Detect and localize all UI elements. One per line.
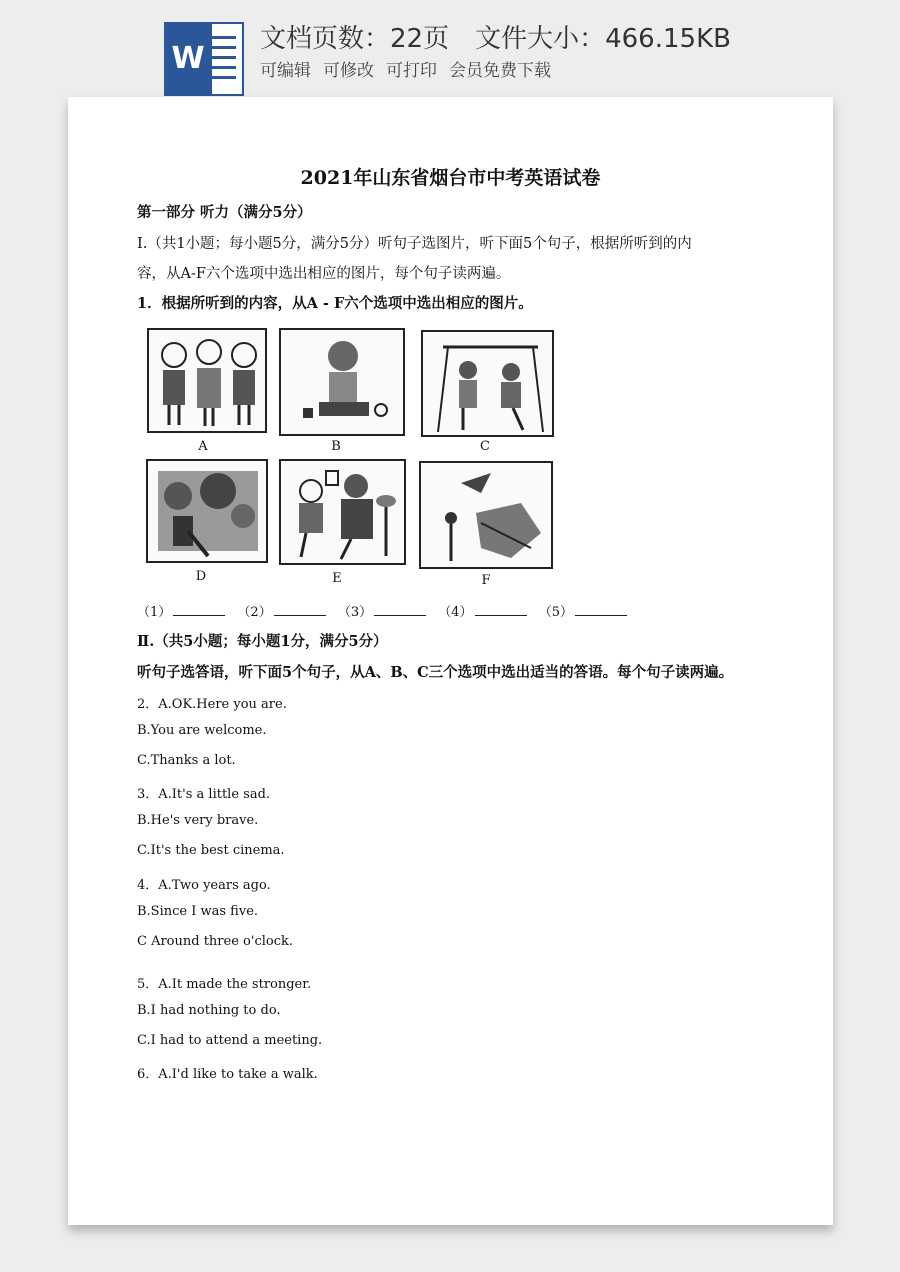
blank-line — [475, 603, 527, 616]
picture-e-label: E — [332, 571, 342, 586]
option-line: C.I had to attend a meeting. — [137, 1033, 323, 1048]
picture-c — [421, 330, 554, 437]
question-1: 1．根据所听到的内容，从A - F六个选项中选出相应的图片。 — [137, 295, 533, 312]
option-line: 6．A.I'd like to take a walk. — [137, 1067, 318, 1082]
word-icon-line — [208, 36, 236, 39]
picture-d-drawing — [148, 461, 268, 563]
feature-printable: 可打印 — [386, 61, 437, 81]
answer-blanks — [137, 601, 635, 620]
blank-1[interactable] — [137, 601, 225, 620]
word-icon — [164, 22, 244, 96]
picture-b-label: B — [331, 439, 341, 454]
banner-title — [260, 18, 731, 55]
section2-instructions: 听句子选答语，听下面5个句子，从A、B、C三个选项中选出适当的答语。每个句子读两遍。 — [137, 664, 734, 681]
word-icon-line — [208, 46, 236, 49]
picture-a-label: A — [198, 439, 208, 454]
blank-5[interactable] — [539, 601, 627, 620]
option-line: B.He's very brave. — [137, 813, 259, 828]
picture-c-label: C — [480, 439, 490, 454]
picture-d-label: D — [195, 569, 207, 584]
part-heading: 第一部分 听力（满分5分） — [137, 204, 312, 221]
blank-label: （3） — [337, 605, 373, 620]
file-size: 文件大小：466.15KB — [475, 24, 731, 54]
word-icon-line — [208, 66, 236, 69]
blank-3[interactable] — [338, 601, 426, 620]
option-line: B.You are welcome. — [137, 723, 267, 738]
section1-instructions-line1: Ⅰ.（共1小题；每小题5分，满分5分）听句子选图片，听下面5个句子，根据所听到的内 — [137, 236, 692, 252]
document-page — [68, 97, 833, 1225]
option-line: C.Thanks a lot. — [137, 753, 236, 768]
blank-label: （5） — [538, 605, 573, 620]
option-line: 5．A.It made the stronger. — [137, 977, 312, 992]
word-icon-line — [208, 56, 236, 59]
option-line: C Around three o'clock. — [137, 934, 293, 949]
picture-a-drawing — [149, 330, 267, 433]
feature-free-download: 会员免费下载 — [449, 61, 551, 81]
blank-label: （1） — [137, 605, 172, 620]
option-line: B.Since I was five. — [137, 904, 259, 919]
option-line: B.I had nothing to do. — [137, 1003, 281, 1018]
blank-label: （4） — [438, 605, 473, 620]
blank-line — [374, 603, 426, 616]
picture-b — [279, 328, 405, 436]
option-line: C.It's the best cinema. — [137, 843, 285, 858]
picture-f-drawing — [421, 463, 553, 569]
blank-line — [274, 603, 326, 616]
picture-f — [419, 461, 553, 569]
page-title: 2021年山东省烟台市中考英语试卷 — [300, 167, 601, 189]
picture-e — [279, 459, 406, 565]
page-count: 文档页数：22页 — [260, 24, 450, 54]
word-icon-letter: W — [164, 22, 212, 96]
picture-b-drawing — [281, 330, 405, 436]
feature-editable: 可编辑 — [260, 61, 311, 81]
blank-line — [575, 603, 627, 616]
picture-f-label: F — [481, 573, 491, 588]
picture-a — [147, 328, 267, 433]
feature-modifiable: 可修改 — [323, 61, 374, 81]
option-line: 4．A.Two years ago. — [137, 878, 271, 893]
blank-4[interactable] — [438, 601, 526, 620]
option-line: 3．A.It's a little sad. — [137, 787, 271, 802]
blank-line — [173, 603, 225, 616]
document-info-banner — [0, 0, 900, 100]
banner-features — [260, 56, 563, 81]
picture-c-drawing — [423, 332, 554, 437]
blank-2[interactable] — [237, 601, 325, 620]
picture-d — [146, 459, 268, 563]
picture-e-drawing — [281, 461, 406, 565]
section2-heading: Ⅱ.（共5小题；每小题1分，满分5分） — [137, 633, 388, 650]
blank-label: （2） — [237, 605, 272, 620]
word-icon-line — [208, 76, 236, 79]
section1-instructions-line2: 容，从A-F六个选项中选出相应的图片，每个句子读两遍。 — [137, 266, 511, 282]
option-line: 2．A.OK.Here you are. — [137, 697, 287, 712]
